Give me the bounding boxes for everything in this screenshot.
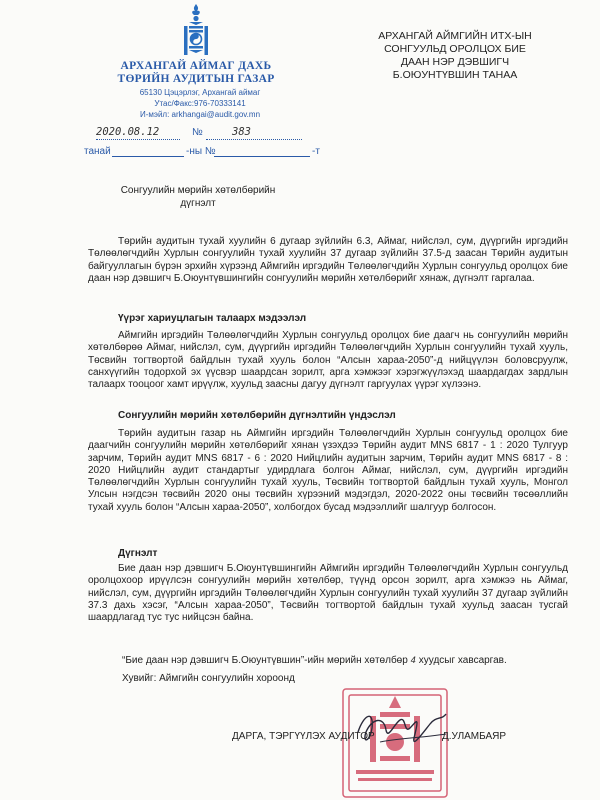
section-heading-basis: Сонгуулийн мөрийн хөтөлбөрийн дүгнэлтийн үндэслэл (118, 410, 396, 421)
attachment-page-count: 4 (410, 656, 417, 666)
attachment-suffix: хуудсыг хавсаргав. (418, 655, 507, 666)
copy-to-note: Хувийг: Аймгийн сонгуулийн хороонд (122, 673, 295, 684)
number-underline (206, 139, 302, 140)
conclusion-paragraph: Бие даан нэр дэвшигч Б.Оюунтүвшингийн Аймгийн иргэдийн Төлөөлөгчдийн Хурлын сонгуульд оролцохоор ирүүлсэн сонгуулийн мөрийн хөтөлбөр, түүнд орсон зорилт, арга хэмжээ нь Аймаг, нийслэл, сум, дүүргийн иргэдийн Төлөөлөгчдийн Хурлын сонгуулийн тухай хуулийн 37 дугаар зүйлийн 37.3 дахь хэсэг, “Алсын хараа-2050”, Төсвийн тогтвортой байдлын тухай хуульд заасан тусгай шаардлагад тус тус нийцсэн байна. (88, 563, 568, 624)
ref-mid: -ны № (186, 146, 216, 157)
org-address: 65130 Цэцэрлэг, Архангай аймаг (139, 88, 261, 97)
ref-number-blank (214, 156, 310, 157)
recipient-line: Б.ОЮУНТҮВШИН ТАНАА (392, 69, 518, 81)
date-underline (96, 139, 180, 140)
org-phone: Утас/Факс:976-70333141 (154, 99, 246, 108)
ref-suffix: -т (312, 146, 320, 157)
intro-paragraph: Төрийн аудитын тухай хуулийн 6 дугаар зүйлийн 6.3, Аймаг, нийслэл, сум, дүүргийн иргэдийн Төлөөлөгчдийн Хурлын сонгуулийн тухай хуулийн 37 дугаар зүйлийн 37.5-д заасан Төрийн аудитын байгууллагын бүрэн эрхийн хүрээнд Аймгийн иргэдийн Төлөөлөгчдийн Хурлын сонгуульд оролцох бие даан нэр дэвшигч Б.Оюунтүвшингийн сонгуулийн мөрийн хөтөлбөрийг хянаж, дүгнэлт гаргалаа. (88, 236, 568, 284)
letter-subject (108, 184, 288, 210)
recipient-line: ДААН НЭР ДЭВШИГЧ (400, 56, 510, 68)
soyombo-emblem-icon (178, 3, 214, 57)
attachment-note (122, 655, 507, 666)
recipient-line: АРХАНГАЙ АЙМГИЙН ИТХ-ЫН (378, 30, 532, 42)
org-email: И-мэйл: arkhangai@audit.gov.mn (139, 110, 261, 119)
org-name-line1: АРХАНГАЙ АЙМАГ ДАХЬ (120, 60, 272, 72)
signatory-title: ДАРГА, ТЭРГҮҮЛЭХ АУДИТОР (232, 731, 375, 742)
reference-line (84, 146, 324, 160)
ref-prefix: танай (84, 146, 111, 157)
section-heading-responsibility: Үүрэг хариуцлагын талаарх мэдээлэл (118, 313, 307, 324)
letter-date: 2020.08.12 (96, 126, 160, 138)
attachment-text: “Бие даан нэр дэвшигч Б.Оюунтүвшин”-ийн мөрийн хөтөлбөр (122, 655, 408, 666)
responsibility-paragraph: Аймгийн иргэдийн Төлөөлөгчдийн Хурлын сонгуульд оролцох бие даагч нь сонгуулийн мөрийн хөтөлбөрөө Аймаг, нийслэл, сум, дүүргийн иргэдийн Төлөөлөгчдийн Хурлын сонгуулийн тухай хууль, Төсвийн тогтвортой байдлын тухай хууль болон “Алсын хараа-2050”-д нийцүүлэн боловсруулж, санхүүгийн тодорхой эх үүсвэр шаардсан зорилт, арга хэмжээг хэрэгжүүлэхэд шаардагдах зардлын талаарх тооцоог хамт ирүүлж, хуульд заасны дагуу дүгнэлт гаргуулах үүрэг хүлээнэ. (88, 330, 568, 391)
subject-line: Сонгуулийн мөрийн хөтөлбөрийн (120, 185, 276, 196)
recipient-block (330, 30, 580, 82)
letter-number: 383 (232, 126, 251, 138)
org-name-line2: ТӨРИЙН АУДИТЫН ГАЗАР (117, 73, 275, 85)
ref-date-blank (112, 156, 184, 157)
number-label: № (192, 127, 203, 138)
date-number-line (96, 127, 326, 141)
handwritten-signature (350, 694, 460, 764)
subject-line: дүгнэлт (180, 198, 216, 209)
recipient-line: СОНГУУЛЬД ОРОЛЦОХ БИЕ (384, 43, 526, 55)
section-heading-conclusion: Дүгнэлт (118, 548, 158, 559)
basis-paragraph: Төрийн аудитын газар нь Аймгийн иргэдийн Төлөөлөгчдийн Хурлын сонгуульд оролцох бие даагчийн сонгуулийн мөрийн хөтөлбөрийг хянан үзэхдээ Төрийн аудит MNS 6817 - 1 : 2020 Тулгуур зарчим, Төрийн аудит MNS 6817 - 6 : 2020 Нийцлийн аудитын зарчим, Төрийн аудит MNS 6817 - 8 : 2020 Нийцлийн аудит стандартыг удирдлага болгон Аймаг, нийслэл, сум, дүүргийн иргэдийн Төлөөлөгчдийн Хурлын сонгуулийн тухай хууль, Төсвийн тогтвортой байдлын тухай хууль, Монгол Улсын нэгдсэн төсвийн 2020 оны төсвийн хүрээний мэдэгдэл, 2020-2022 оны төсвийн төсөөллийн тухай хууль болон “Алсын хараа-2050”, холбогдох бусад мэдээллийг шалгуур болгосон. (88, 428, 568, 513)
signatory-name: Д.УЛАМБАЯР (442, 731, 507, 742)
